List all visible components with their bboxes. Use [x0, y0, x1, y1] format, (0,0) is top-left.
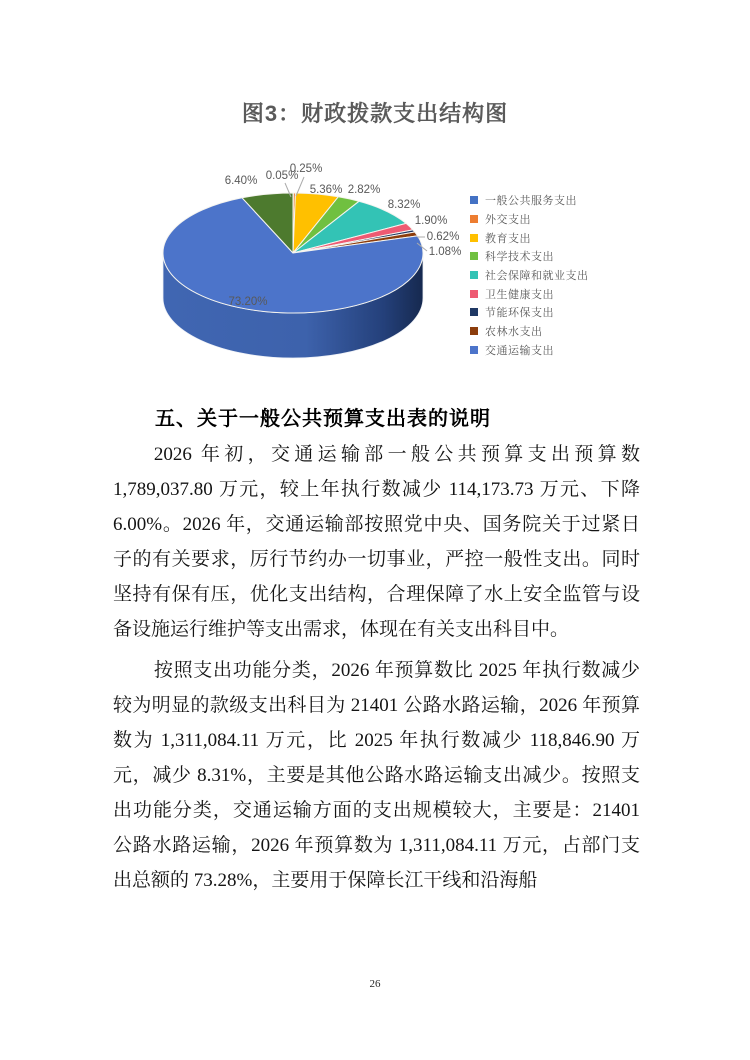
- pie-percent-label: 5.36%: [309, 184, 343, 196]
- legend-item: [470, 284, 589, 303]
- legend-label: 一般公共服务支出: [485, 195, 577, 208]
- legend-label: 外交支出: [485, 214, 531, 227]
- legend-label: 社会保障和就业支出: [485, 270, 589, 283]
- legend-item: [470, 228, 589, 247]
- legend-item: [470, 266, 589, 285]
- pie-percent-label: 2.82%: [347, 184, 381, 196]
- chart-legend: [470, 191, 589, 359]
- pie-percent-label: 1.90%: [414, 215, 448, 227]
- legend-swatch: [470, 308, 478, 316]
- pie-chart: [0, 150, 750, 400]
- pie-percent-label: 8.32%: [387, 199, 421, 211]
- legend-label: 教育支出: [485, 232, 531, 245]
- legend-swatch: [470, 346, 478, 354]
- pie-percent-label: 0.62%: [426, 231, 460, 243]
- legend-label: 节能环保支出: [485, 307, 554, 320]
- pie-percent-label: 6.40%: [224, 175, 258, 187]
- legend-label: 农林水支出: [485, 326, 543, 339]
- section-heading: 五、关于一般公共预算支出表的说明: [155, 408, 491, 430]
- pie-percent-label: 0.25%: [289, 163, 323, 175]
- legend-swatch: [470, 196, 478, 204]
- legend-item: [470, 341, 589, 360]
- paragraph: 按照支出功能分类，2026 年预算数比 2025 年执行数减少较为明显的款级支出科目为 21401 公路水路运输，2026 年预算数为 1,311,084.11 万元，比 2025 年执行数减少 118,846.90 万元，减少 8.31%，主要是其他公路水路运输支出减少。按照支出功能分类，交通运输方面的支出规模较大，主要是：21401 公路水路运输，2026 年预算数为 1,311,084.11 万元，占部门支出总额的 73.28%，主要用于保障长江干线和沿海船: [113, 660, 640, 891]
- legend-label: 交通运输支出: [485, 344, 554, 357]
- pie-percent-label: 73.20%: [228, 296, 268, 308]
- legend-swatch: [470, 327, 478, 335]
- legend-item: [470, 191, 589, 210]
- body-text: [113, 437, 640, 904]
- legend-label: 卫生健康支出: [485, 288, 554, 301]
- legend-item: [470, 322, 589, 341]
- figure-title: 图3：财政拨款支出结构图: [241, 101, 509, 126]
- legend-swatch: [470, 215, 478, 223]
- legend-item: [470, 303, 589, 322]
- legend-item: [470, 210, 589, 229]
- pie-percent-label: 0.05%: [265, 170, 299, 182]
- legend-label: 科学技术支出: [485, 251, 554, 264]
- legend-item: [470, 247, 589, 266]
- page-number: 26: [369, 978, 381, 990]
- legend-swatch: [470, 271, 478, 279]
- pie-percent-label: 1.08%: [428, 246, 462, 258]
- legend-swatch: [470, 290, 478, 298]
- paragraph: 2026 年初，交通运输部一般公共预算支出预算数 1,789,037.80 万元，较上年执行数减少 114,173.73 万元、下降 6.00%。2026 年，交通运输部按照党中央、国务院关于过紧日子的有关要求，厉行节约办一切事业，严控一般性支出。同时坚持有保有压，优化支出结构，合理保障了水上安全监管与设备设施运行维护等支出需求，体现在有关支出科目中。: [113, 444, 640, 640]
- legend-swatch: [470, 252, 478, 260]
- pie-labels: [0, 150, 750, 400]
- legend-swatch: [470, 234, 478, 242]
